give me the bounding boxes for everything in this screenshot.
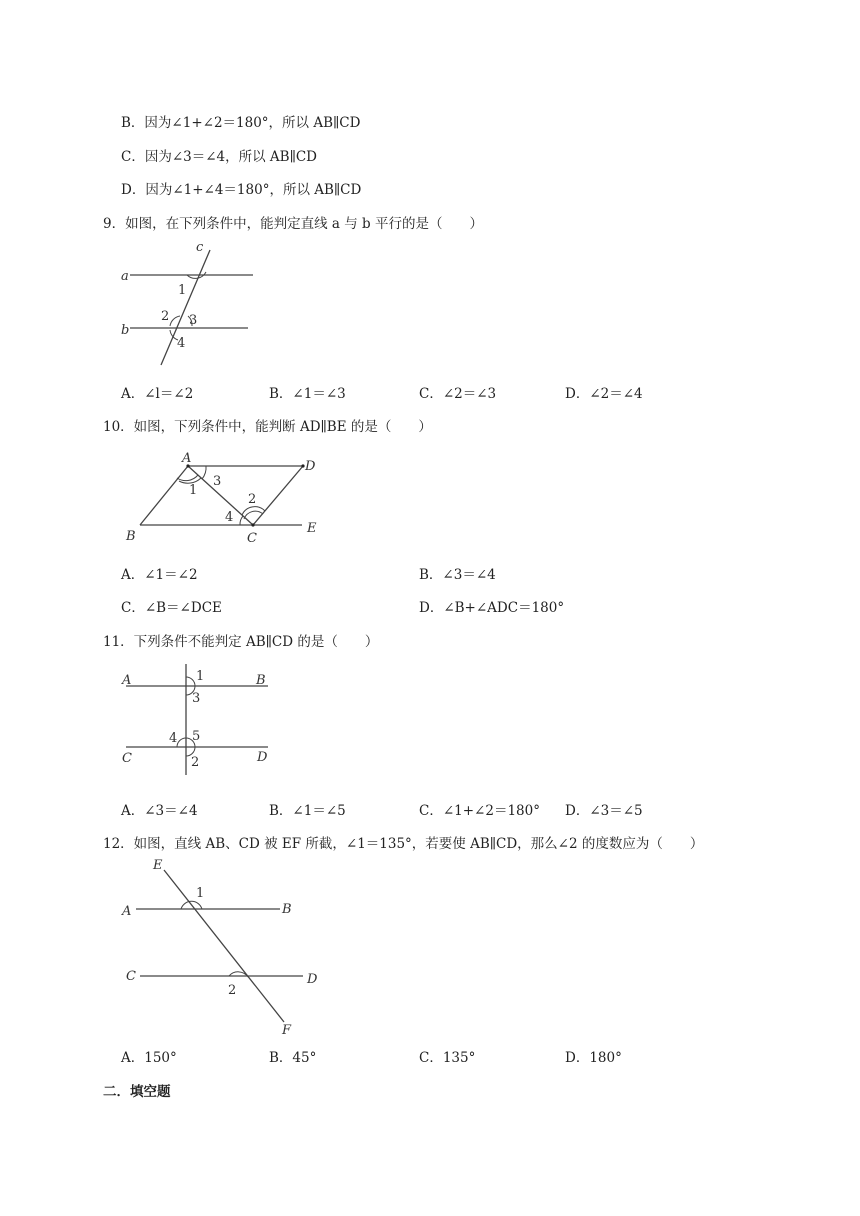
q10-angle-2: 2 bbox=[248, 492, 257, 507]
q11-label-B: B bbox=[256, 673, 266, 688]
q10-stem: 10．如图，下列条件中，能判断 AD∥BE 的是（ ） bbox=[103, 419, 432, 435]
q11-label-C: C bbox=[122, 751, 132, 766]
q12-label-A: A bbox=[122, 904, 132, 919]
q11-option-b: B．∠1＝∠5 bbox=[269, 803, 346, 819]
q11-option-d: D．∠3＝∠5 bbox=[565, 803, 643, 819]
q9-angle-1: 1 bbox=[178, 283, 187, 298]
q9-stem: 9．如图，在下列条件中，能判定直线 a 与 b 平行的是（ ） bbox=[103, 216, 483, 232]
q10-label-D: D bbox=[305, 459, 316, 474]
q11-option-a: A．∠3＝∠4 bbox=[121, 803, 198, 819]
q9-angle-3: 3 bbox=[189, 313, 198, 328]
section-fill-in-heading: 二．填空题 bbox=[103, 1084, 171, 1100]
q10-angle-4: 4 bbox=[225, 510, 234, 525]
q10-angle-3: 3 bbox=[213, 474, 222, 489]
q10-option-c: C．∠B＝∠DCE bbox=[121, 600, 222, 616]
q9-figure bbox=[118, 240, 268, 374]
q12-label-F: F bbox=[282, 1023, 292, 1038]
q10-label-B: B bbox=[126, 529, 136, 544]
q10-label-A: A bbox=[182, 451, 192, 466]
q9-label-b: b bbox=[121, 323, 130, 338]
q11-stem: 11．下列条件不能判定 AB∥CD 的是（ ） bbox=[103, 634, 379, 650]
q10-label-C: C bbox=[247, 531, 257, 546]
q10-angle-1: 1 bbox=[189, 483, 198, 498]
q10-option-d: D．∠B+∠ADC＝180° bbox=[419, 600, 565, 616]
q12-option-c: C．135° bbox=[419, 1050, 476, 1066]
q9-option-c: C．∠2＝∠3 bbox=[419, 386, 497, 402]
q11-angle-4: 4 bbox=[169, 731, 178, 746]
q10-figure bbox=[120, 448, 330, 552]
q9-option-a: A．∠l＝∠2 bbox=[121, 386, 194, 402]
q12-angle-1: 1 bbox=[196, 886, 205, 901]
q11-angle-5: 5 bbox=[192, 729, 201, 744]
q12-angle-2: 2 bbox=[228, 983, 237, 998]
q9-angle-4: 4 bbox=[177, 336, 186, 351]
q12-option-a: A．150° bbox=[121, 1050, 177, 1066]
q11-angle-2: 2 bbox=[191, 755, 200, 770]
q12-stem: 12．如图，直线 AB、CD 被 EF 所截，∠1＝135°，若要使 AB∥CD，那么∠2 的度数应为（ ） bbox=[103, 836, 704, 852]
q8-option-c: C．因为∠3＝∠4，所以 AB∥CD bbox=[121, 149, 317, 165]
q12-figure bbox=[118, 856, 338, 1040]
q9-angle-2: 2 bbox=[161, 309, 170, 324]
q12-label-C: C bbox=[126, 969, 136, 984]
q8-option-b: B．因为∠1+∠2＝180°，所以 AB∥CD bbox=[121, 115, 361, 131]
q12-label-B: B bbox=[282, 902, 292, 917]
q12-option-b: B．45° bbox=[269, 1050, 317, 1066]
q11-option-c: C．∠1+∠2＝180° bbox=[419, 803, 540, 819]
q8-option-d: D．因为∠1+∠4＝180°，所以 AB∥CD bbox=[121, 182, 362, 198]
q9-line-c bbox=[161, 250, 210, 365]
q9-label-c: c bbox=[196, 240, 204, 255]
q9-label-a: a bbox=[121, 269, 129, 284]
q10-label-E: E bbox=[307, 521, 317, 536]
q11-figure bbox=[118, 660, 278, 782]
q9-option-d: D．∠2＝∠4 bbox=[565, 386, 643, 402]
q9-option-b: B．∠1＝∠3 bbox=[269, 386, 346, 402]
q11-angle-1: 1 bbox=[196, 669, 205, 684]
q12-option-d: D．180° bbox=[565, 1050, 622, 1066]
q11-label-A: A bbox=[122, 673, 132, 688]
q11-angle-3: 3 bbox=[192, 691, 201, 706]
q12-label-D: D bbox=[307, 972, 318, 987]
q12-label-E: E bbox=[153, 858, 163, 873]
q11-label-D: D bbox=[257, 750, 268, 765]
q10-option-b: B．∠3＝∠4 bbox=[419, 567, 496, 583]
q10-option-a: A．∠1＝∠2 bbox=[121, 567, 198, 583]
